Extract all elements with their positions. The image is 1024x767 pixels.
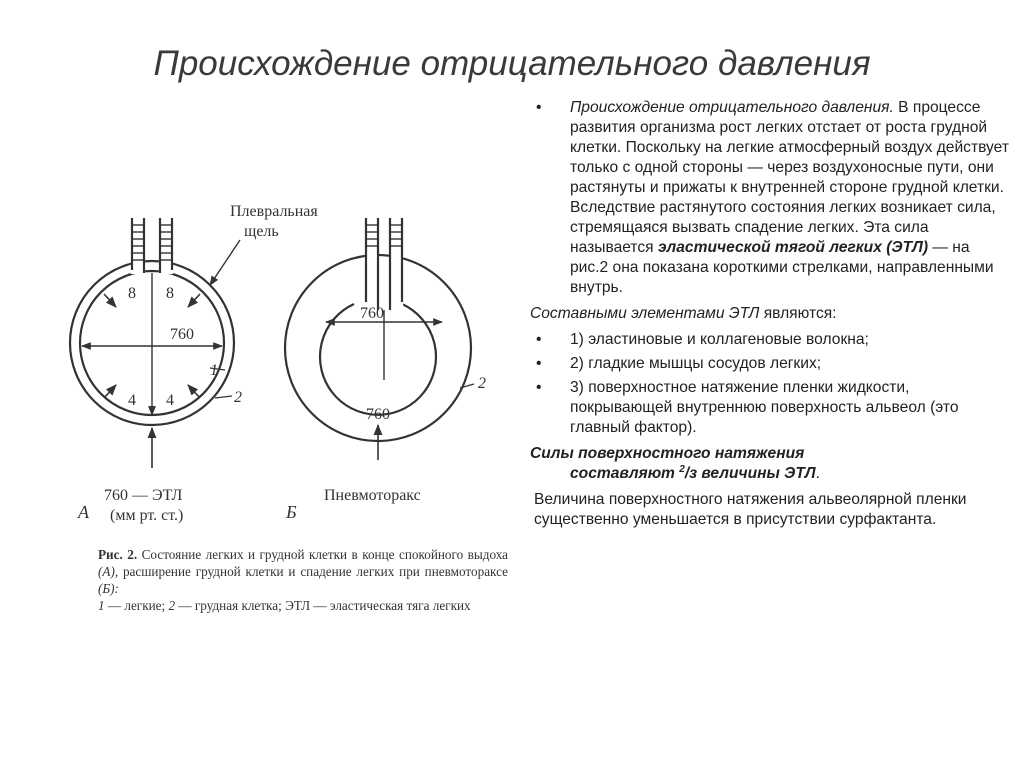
bullet-lead: Происхождение отрицательного давления. bbox=[570, 99, 894, 116]
caption-text: (А), bbox=[98, 564, 119, 579]
bullet-dot: • bbox=[536, 379, 542, 396]
chest-number-label: 2 bbox=[478, 375, 486, 392]
bullet-item bbox=[530, 378, 1010, 438]
paragraph-components bbox=[530, 304, 1010, 324]
bullet-dot: • bbox=[536, 331, 542, 348]
components-tail: являются: bbox=[759, 305, 837, 322]
bullet-text: 2) гладкие мышцы сосудов легких; bbox=[570, 355, 822, 372]
chest-number-label: 2 bbox=[234, 389, 242, 406]
fraction-numerator: 2 bbox=[679, 463, 685, 475]
figure-caption bbox=[98, 546, 508, 614]
caption-fig-ref: Рис. 2. bbox=[98, 547, 138, 562]
pressure-label: 4 bbox=[166, 392, 174, 409]
caption-text: расширение грудной клетки и спадение легких при пневмотораксе bbox=[118, 564, 508, 579]
surface-tension-text: Силы поверхностного натяжения bbox=[530, 445, 805, 462]
caption-legend: — легкие; bbox=[104, 598, 169, 613]
panel-a-label: А bbox=[78, 502, 89, 522]
bullet-item bbox=[530, 354, 1010, 374]
term-etl: эластической тягой легких (ЭТЛ) bbox=[657, 239, 929, 256]
bullet-text: 3) поверхностное натяжение пленки жидкости, покрывающей внутреннюю поверхность альвеол (это главный фактор). bbox=[570, 379, 959, 436]
bullet-dot: • bbox=[536, 99, 542, 116]
pressure-label: 4 bbox=[128, 392, 136, 409]
bullet-text: В процессе развития организма рост легких отстает от роста грудной клетки. Поскольку на легкие атмосферный воздух действует только с одной стороны — через воздухоносные пути, они растянуты и прижаты к внутренней стороне грудной клетки. Вследствие растянутого состояния легких возникает сила, стремящаяся вызвать спадение легких. Эта сила называется bbox=[570, 99, 1009, 256]
caption-legend-num: 1 bbox=[98, 598, 105, 613]
bullet-item bbox=[530, 330, 1010, 350]
caption-legend: — грудная клетка; ЭТЛ — эластическая тяга легких bbox=[175, 598, 471, 613]
pressure-label: 760 bbox=[170, 326, 194, 343]
pressure-label: 8 bbox=[166, 285, 174, 302]
pressure-label: 8 bbox=[128, 285, 136, 302]
bullet-dot: • bbox=[536, 355, 542, 372]
pneumothorax-label: Пневмоторакс bbox=[324, 487, 421, 504]
surface-tension-text: /з величины ЭТЛ bbox=[684, 465, 816, 482]
paragraph-surfactant bbox=[530, 490, 1010, 530]
surfactant-text: Величина поверхностного натяжения альвеолярной пленки существенно уменьшается в присутствии сурфактанта. bbox=[534, 491, 967, 528]
surface-tension-text: составляют bbox=[570, 465, 680, 482]
paragraph-surface-tension bbox=[530, 444, 1010, 484]
slide-title: Происхождение отрицательного давления bbox=[153, 44, 871, 83]
caption-legend-num: 2 bbox=[168, 598, 176, 613]
lung-chest-diagram bbox=[60, 170, 520, 540]
caption-text: (Б): bbox=[98, 581, 119, 596]
etl-label-1: 760 — ЭТЛ bbox=[104, 487, 183, 504]
bullet-item bbox=[530, 98, 1010, 298]
bullet-text: — на рис.2 она показана короткими стрелками, направленными внутрь. bbox=[570, 239, 994, 296]
panel-b-label: Б bbox=[286, 502, 297, 522]
lungs-number-label: 1 bbox=[210, 362, 218, 379]
pleural-gap-label-2: щель bbox=[244, 223, 279, 240]
bullet-text: 1) эластиновые и коллагеновые волокна; bbox=[570, 331, 869, 348]
body-text bbox=[530, 98, 1010, 530]
pressure-label: 760 bbox=[360, 305, 384, 322]
pressure-label: 760 bbox=[366, 406, 390, 423]
components-lead: Составными элементами ЭТЛ bbox=[530, 305, 760, 322]
surface-tension-text: . bbox=[815, 465, 820, 482]
caption-text: Состояние легких и грудной клетки в конце спокойного выдоха bbox=[137, 547, 508, 562]
etl-label-2: (мм рт. ст.) bbox=[110, 507, 184, 524]
pleural-gap-label-1: Плевральная bbox=[230, 203, 318, 220]
